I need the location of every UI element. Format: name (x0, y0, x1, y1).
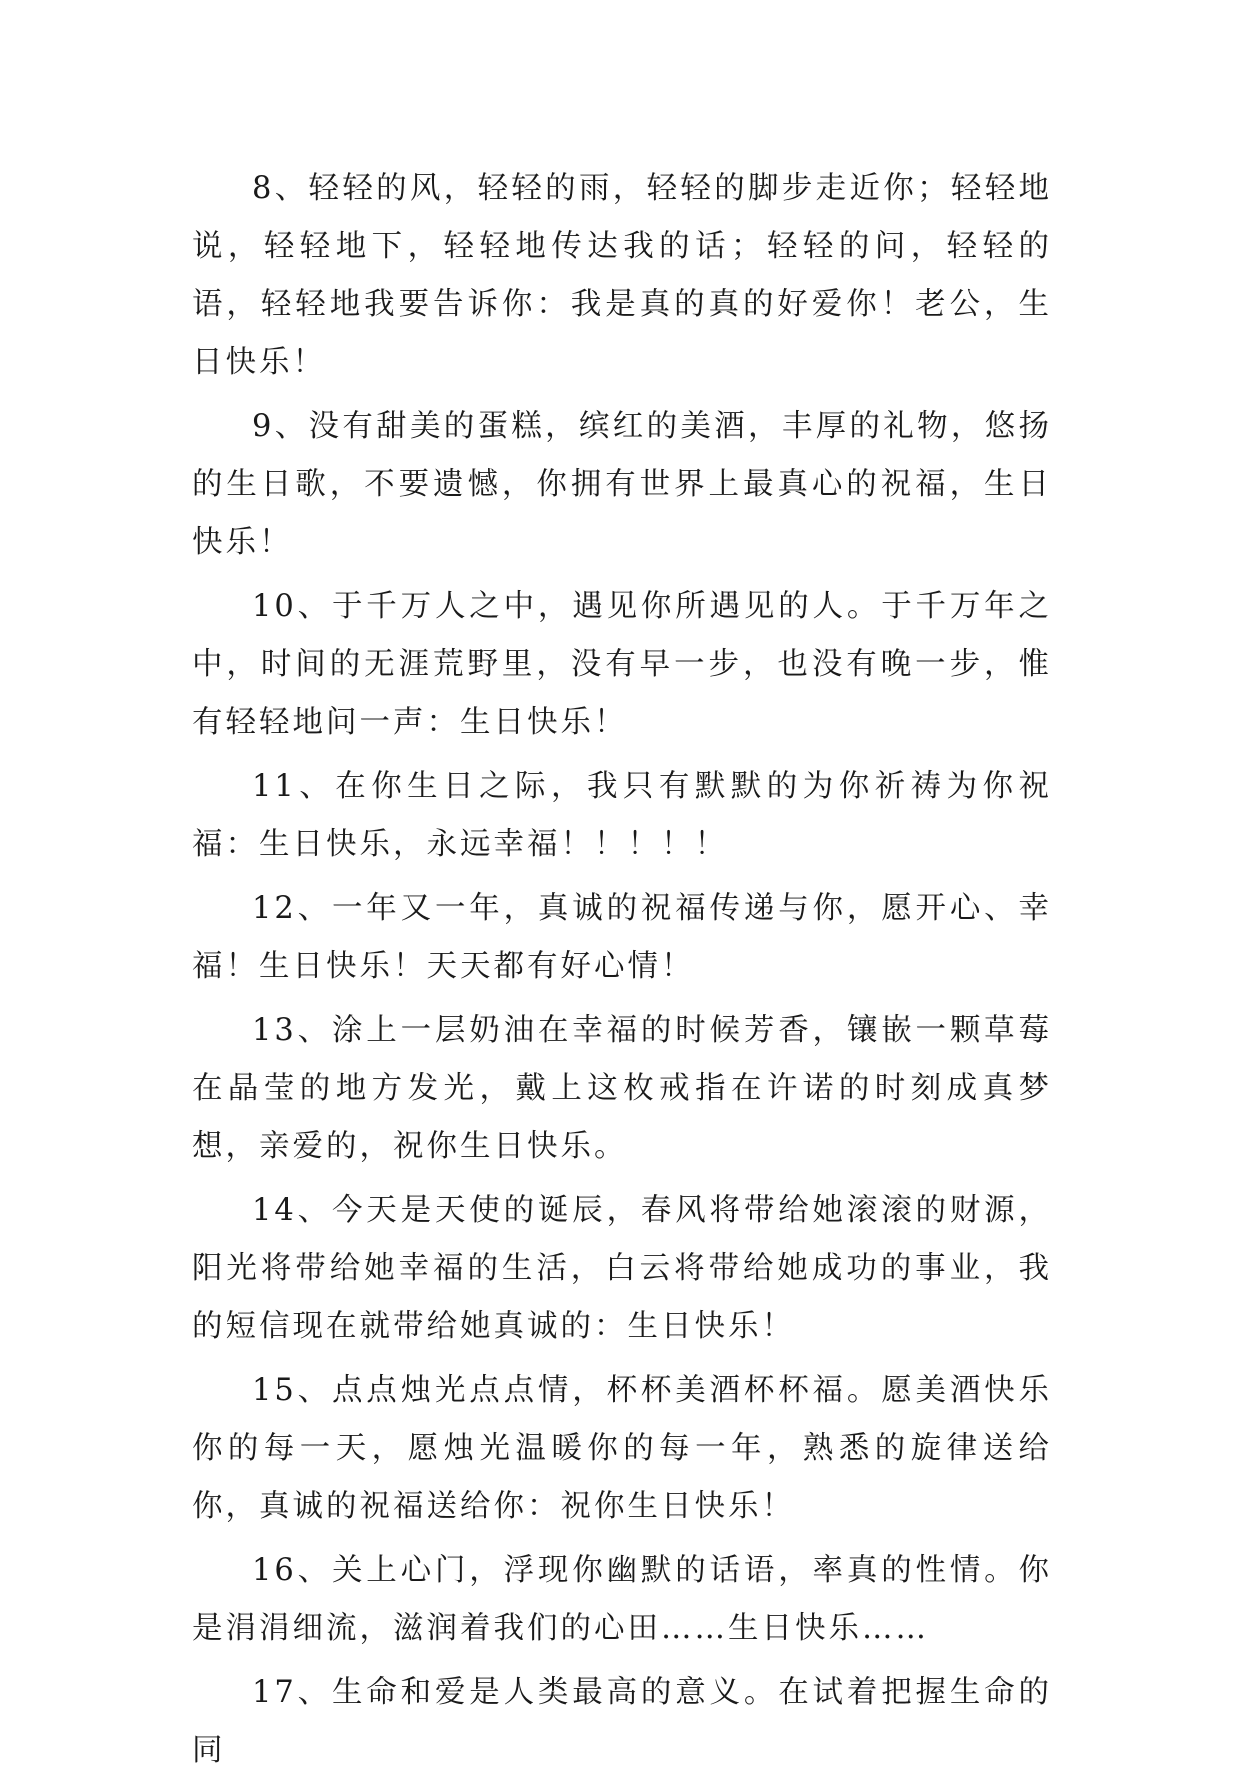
paragraph-11: 11、在你生日之际，我只有默默的为你祈祷为你祝福：生日快乐，永远幸福！！！！！ (192, 769, 1052, 862)
paragraph-10: 10、于千万人之中，遇见你所遇见的人。于千万年之中，时间的无涯荒野里，没有早一步，也没有晚一步，惟有轻轻地问一声：生日快乐！ (192, 589, 1052, 740)
paragraph-14: 14、今天是天使的诞辰，春风将带给她滚滚的财源，阳光将带给她幸福的生活，白云将带给她成功的事业，我的短信现在就带给她真诚的：生日快乐！ (192, 1193, 1052, 1344)
paragraph-17: 17、生命和爱是人类最高的意义。在试着把握生命的同 (192, 1675, 1052, 1768)
paragraph-15: 15、点点烛光点点情，杯杯美酒杯杯福。愿美酒快乐你的每一天，愿烛光温暖你的每一年，熟悉的旋律送给你，真诚的祝福送给你：祝你生日快乐！ (192, 1373, 1052, 1524)
paragraph-13: 13、涂上一层奶油在幸福的时候芳香，镶嵌一颗草莓在晶莹的地方发光，戴上这枚戒指在许诺的时刻成真梦想，亲爱的，祝你生日快乐。 (192, 1013, 1052, 1164)
paragraph-12: 12、一年又一年，真诚的祝福传递与你，愿开心、幸福！生日快乐！天天都有好心情！ (192, 891, 1052, 984)
paragraph-16: 16、关上心门，浮现你幽默的话语，率真的性情。你是涓涓细流，滋润着我们的心田……生日快乐…… (192, 1553, 1052, 1646)
document-body (192, 160, 1052, 1786)
paragraph-8: 8、轻轻的风，轻轻的雨，轻轻的脚步走近你；轻轻地说，轻轻地下，轻轻地传达我的话；轻轻的问，轻轻的语，轻轻地我要告诉你：我是真的真的好爱你！老公，生日快乐！ (192, 171, 1052, 380)
paragraph-9: 9、没有甜美的蛋糕，缤红的美酒，丰厚的礼物，悠扬的生日歌，不要遗憾，你拥有世界上最真心的祝福，生日快乐！ (192, 409, 1052, 560)
